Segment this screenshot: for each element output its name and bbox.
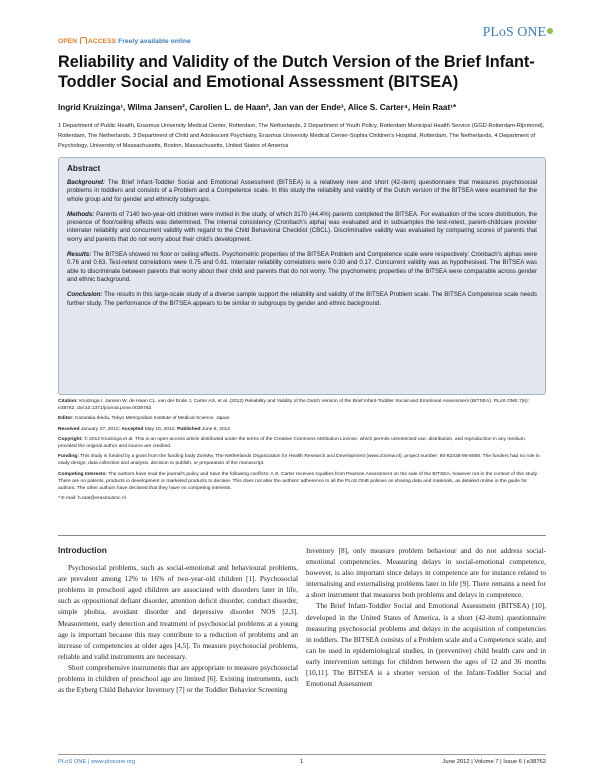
lock-icon — [80, 37, 87, 44]
funding: Funding: This study is funded by a grant from the funding body ZonMw, The Netherlands Organization for Health Research and Development (www.zonmw.nl), project number: 80-82435-98-8058. The funders had no role in study design, data collection and analysis, decision to publish, or preparation of the manuscript. — [58, 454, 540, 467]
editor: Editor: Kazutaka Ikeda, Tokyo Metropolitan Institute of Medical Science, Japan — [58, 416, 230, 422]
journal-logo[interactable]: PLoS ONE — [483, 25, 554, 41]
intro-paragraph-1: Psychosocial problems, such as social-emotional and behavioural problems, are prevalent among 12% to 16% of two-year-old children [1]. Psychosocial problems in preschool aged children are associated with disorders later in life, such as oppositional defiant disorder, attention deficit disorder, conduct disorder, simple phobia, avoidant disorder and depressive disorder NOS [2,3]. Measurement, early detection and treatment of psychosocial problems at a young age is important because this may contribute to a reduction of problems and an increase of competencies at older ages [4,5]. To measure psychosocial problems, reliable and valid instruments are necessary. — [58, 563, 298, 661]
abstract-results: Results: The BITSEA showed no floor or ceiling effects. Psychometric properties of the BITSEA Problem and Competence scale were respectively: Cronbach's alphas were 0.76 and 0.63. Test-retest correlations were 0.75 and 0.61. Interrater reliability correlations were 0.30 and 0.17. Concurrent validity was as hypothesised. The BITSEA was able to discriminate between parents that worry about their child and parents that do not worry. The psychometric properties of the BITSEA were comparable across gender and ethnic background. — [67, 251, 537, 283]
article-title: Reliability and Validity of the Dutch Version of the Brief Infant-Toddler Social and Emotional Assessment (BITSEA) — [58, 53, 535, 91]
page-number: 1 — [300, 759, 304, 765]
logo-dot-icon — [547, 28, 553, 34]
journal-header — [58, 25, 554, 45]
intro-paragraph-4: The Brief Infant-Toddler Social and Emotional Assessment (BITSEA) [10], developed in the United States of America, is a short (42-item) questionnaire measuring psychosocial problems and delays in the acquisition of competencies in toddlers. The BITSEA consists of a Problem scale and a Competence scale, and can be used in epidemiological studies, in (preventive) child health care and in early intervention settings for children between the ages of 12 and 36 months [10,11]. The BITSEA is a shorter version of the Infant-Toddler Social and Emotional Assessment — [306, 601, 546, 689]
intro-paragraph-3: Inventory [8], only measure problem behaviour and do not address social-emotional competencies. Measuring delays in social-emotional competence, however, is also important since delays in competence are for instance related to internalising and externalising problems later in life [9]. There remains a need for a short instrument that measures both problems and delays in competence. — [306, 546, 546, 600]
email[interactable]: * E-mail: h.raat@erasmusmc.nl — [58, 496, 126, 502]
copyright: Copyright: © 2012 Kruizinga et al. This is an open-access article distributed under the terms of the Creative Commons Attribution License, which permits unrestricted use, distribution, and reproduction in any medium, provided the original author and source are credited. — [58, 436, 527, 450]
open-access-badge: OPEN ACCESS Freely available online — [58, 38, 191, 45]
left-column — [58, 545, 298, 695]
article-metadata — [58, 398, 546, 505]
abstract-background: Background: The Brief Infant-Toddler Social and Emotional Assessment (BITSEA) is a relatively new and short (42-item) questionnaire that measures psychosocial problems in toddlers and consists of a Problem and a Competence scale. In this study the reliability and validity of the Dutch version of the BITSEA were examined for the whole group and for gender and ethnicity subgroups. — [67, 179, 537, 203]
footer-issue: June 2012 | Volume 7 | Issue 6 | e38762 — [442, 759, 546, 765]
footer-journal[interactable]: PLoS ONE | www.plosone.org — [58, 759, 136, 765]
right-column — [306, 545, 546, 689]
citation: Citation: Kruizinga I, Jansen W, de Haan CL, van der Ende J, Carter AS, et al. (2012) Reliability and Validity of the Dutch Version of the Brief Infant-Toddler Social and Emotional Assessment (BITSEA). PLoS ONE 7(6): e38762. doi:10.1371/journal.pone.0038762 — [58, 399, 529, 412]
abstract-conclusion: Conclusion: The results in this large-scale study of a diverse sample support the reliability and validity of the BITSEA Problem scale. The BITSEA Competence scale needs further study. The performance of the BITSEA appears to be similar in subgroups by gender and ethnic background. — [67, 291, 537, 307]
competing-interests: Competing Interests: The authors have read the journal's policy and have the following conflicts: A.S. Carter receives royalties from Pearson Assessment on the sale of the BITSEA, however not in the context of this study. There are no patents, products in development or marketed products to declare. This does not alter the authors' adherence to all the PLoS ONE policies on sharing data and materials, as detailed online in the guide for authors. The other authors have declared that they have no competing interests. — [58, 471, 539, 492]
page-footer — [58, 754, 546, 767]
abstract-methods: Methods: Parents of 7140 two-year-old children were invited in the study, of which 3170 (44.4%) parents completed the BITSEA. For evaluation of the score distribution, the presence of floor/ceiling effects was determined. The internal consistency (Cronbach's alpha) was evaluated and in subsamples the test-retest, parent-childcare provider interrater reliability and concurrent validity with regard to the Child Behavioral Checklist (CBCL). Discriminative validity was evaluated by comparing scores of parents that worry and parents that do not worry about their child's development. — [67, 210, 537, 243]
abstract-box — [58, 157, 546, 395]
section-divider — [58, 535, 546, 536]
abstract-heading: Abstract — [67, 164, 101, 173]
introduction-heading: Introduction — [58, 545, 107, 555]
affiliations: 1 Department of Public Health, Erasmus University Medical Center, Rotterdam, The Netherlands, 2 Department of Youth Policy, Rotterdam Municipal Health Service (GGD Rotterdam-Rijnmond), Rotterdam, The Netherlands, 3 Department of Child and Adolescent Psychiatry, Erasmus University Medical Center-Sophia Children's Hospital, Rotterdam, The Netherlands, 4 Department of Psychology, University of Massachusetts, Boston, Massachusetts, United States of America — [58, 123, 545, 149]
intro-paragraph-2: Short comprehensive instruments that are appropriate to measure psychosocial problems in children of preschool age are limited [6]. Existing instruments, such as the Eyberg Child Behavior Inventory [7] or the Toddler Behavior Screening — [58, 662, 298, 695]
dates: Received January 27, 2012; Accepted May 10, 2012; Published June 8, 2012 — [58, 426, 231, 432]
author-list: Ingrid Kruizinga¹, Wilma Jansen², Carolien L. de Haan², Jan van der Ende³, Alice S. Carter⁴, Hein Raat¹* — [58, 103, 457, 112]
